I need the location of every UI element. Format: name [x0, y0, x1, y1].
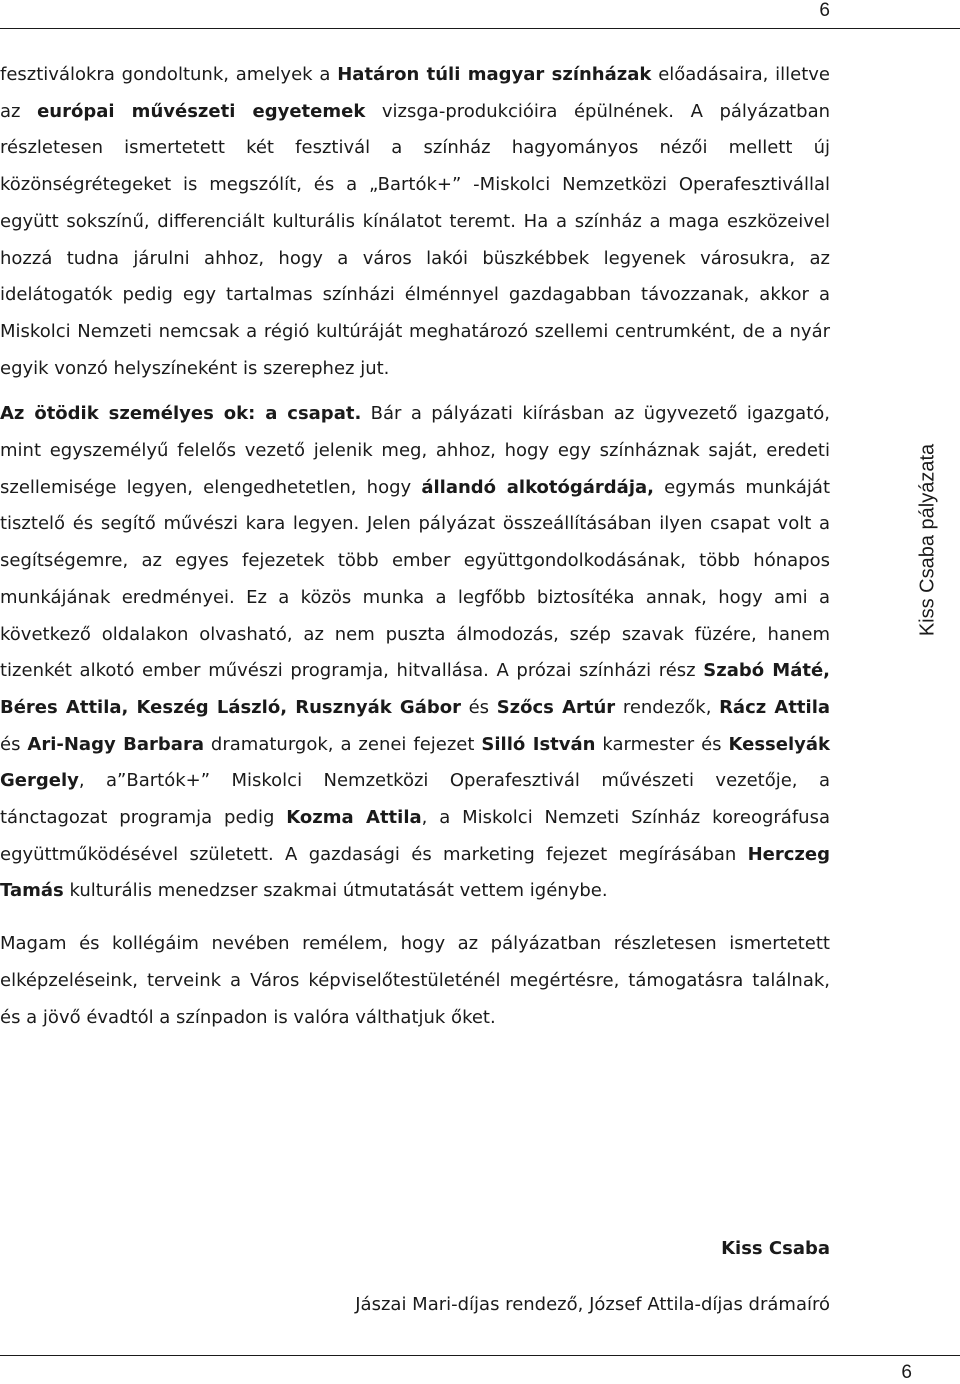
footer-rule: [0, 1355, 960, 1356]
text: Magam és kollégáim nevében remélem, hogy az pályázatban részletesen ismertetett elképzeléseink, terveink a Város képviselőtestületénél megértésre, támogatásra találnak, és a jövő évadtól a színpadon is valóra válthatjuk őket.: [0, 933, 830, 1028]
paragraph-festivals: [0, 57, 830, 387]
bold-text: állandó alkotógárdája,: [421, 476, 654, 498]
bold-text: Kesselyák Gergely: [0, 733, 830, 792]
text: egymás munkáját tisztelő és segítő művészi kara legyen. Jelen pályázat összeállításában ilyen csapat volt a segítségemre, az egyes fejezetek több ember együttgondolkodásának, több hónapos munkájának eredményei. Ez a közös munka a legfőbb biztosítéka annak, hogy ami a következő oldalakon olvasható, az nem puszta álmodozás, szép szavak füzére, hanem tizenkét alkotó ember művészi programja, hitvallása. A prózai színházi rész: [0, 476, 830, 682]
header-rule: [0, 28, 960, 29]
bold-text: Szőcs Artúr: [496, 696, 616, 718]
text: és: [0, 733, 28, 755]
text: előadásaira, illetve az: [0, 64, 830, 122]
bold-text: Kozma Attila: [286, 807, 422, 829]
bold-text: Határon túli magyar színházak: [337, 64, 652, 85]
text: dramaturgok, a zenei fejezet: [203, 733, 482, 755]
text: fesztiválokra gondoltunk, amelyek a: [0, 64, 338, 85]
text: és: [460, 696, 497, 718]
text: rendezők,: [615, 696, 720, 718]
bold-text: Silló István: [481, 733, 596, 755]
text: kulturális menedzser szakmai útmutatását vettem igénybe.: [63, 880, 608, 902]
text: karmester és: [595, 733, 729, 755]
bold-text: Rácz Attila: [719, 696, 831, 718]
bold-text: európai művészeti egyetemek: [37, 100, 366, 122]
side-label: Kiss Csaba pályázata: [916, 443, 939, 637]
bold-text: Herczeg Tamás: [0, 843, 830, 902]
document-body: [0, 57, 830, 1036]
paragraph-team: [0, 396, 830, 910]
paragraph-closing: [0, 926, 830, 1036]
page-number-bottom: 6: [901, 1362, 912, 1383]
bold-text: Ari-Nagy Barbara: [27, 733, 204, 755]
text: Bár a pályázati kiírásban az ügyvezető igazgató, mint egyszemélyű felelős vezető jelenik meg, ahhoz, hogy egy színháznak saját, eredeti szellemisége legyen, elengedhetetlen, hogy: [0, 403, 831, 498]
page-number-top: 6: [819, 0, 830, 21]
text: , a Miskolci Nemzeti Színház koreográfusa együttműködésével született. A gazdasági és marketing fejezet megírásában: [0, 807, 830, 865]
bold-text: Szabó Máté, Béres Attila, Keszég László, Rusznyák Gábor: [0, 660, 830, 718]
text: , a”Bartók+” Miskolci Nemzetközi Operafesztivál művészeti vezetője, a tánctagozat programja pedig: [0, 770, 830, 829]
text: vizsga-produkcióira épülnének. A pályázatban részletesen ismertetett két fesztivál a színház hagyományos nézői mellett új közönségrétegeket is megszólít, és a „Bartók+” -Miskolci Nemzetközi Operafesztivállal együtt sokszínű, differenciált kulturális kínálatot teremt. Ha a színház a maga eszközeivel hozzá tudna járulni ahhoz, hogy a város lakói büszkébbek legyenek városukra, az idelátogatók pedig egy tartalmas színházi élménnyel gazdagabban távozzanak, akkor a Miskolci Nemzeti nemcsak a régió kultúráját meghatározó szellemi centrumként, de a nyár egyik vonzó helyszíneként is szerephez jut.: [0, 100, 831, 379]
bold-text: Az ötödik személyes ok: a csapat.: [0, 403, 362, 425]
signature-title: Jászai Mari-díjas rendező, József Attila-díjas drámaíró: [355, 1294, 830, 1315]
signature-name: Kiss Csaba: [721, 1238, 830, 1259]
